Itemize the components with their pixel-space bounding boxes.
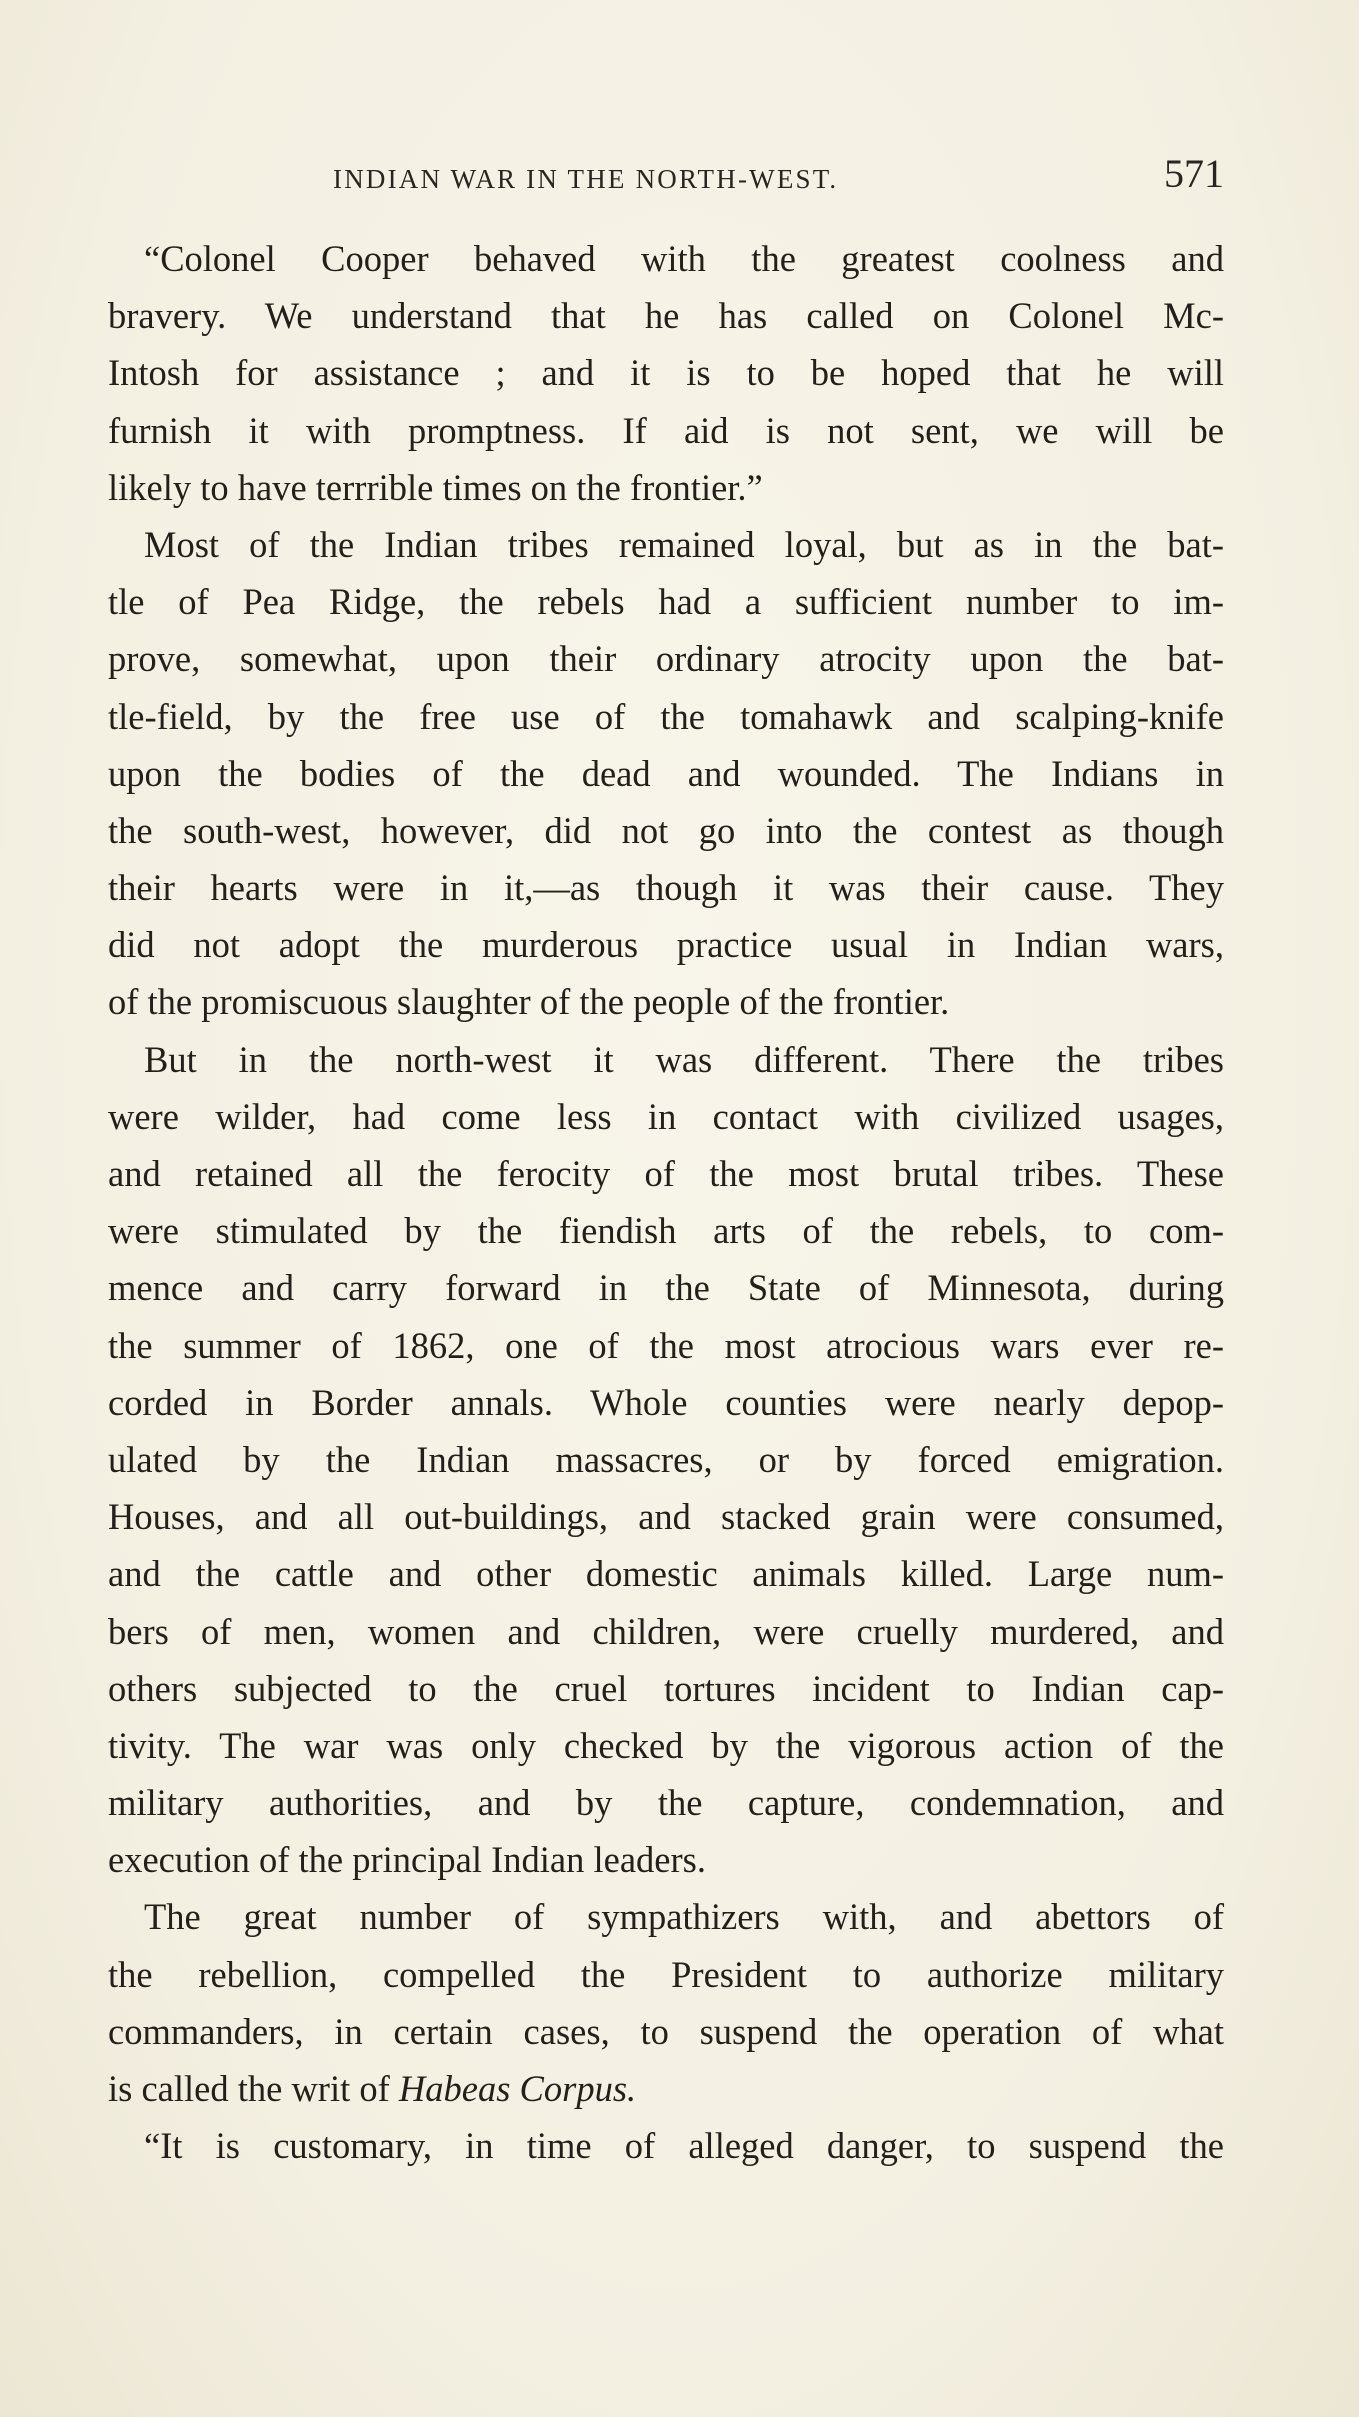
text-line: the south-west, however, did not go into the contest as though <box>108 809 1224 851</box>
text-line: bravery. We understand that he has called on Colonel Mc- <box>108 295 1224 337</box>
text-line: is called the writ of Habeas Corpus. <box>108 2068 637 2109</box>
text-line: upon the bodies of the dead and wounded. The Indians in <box>108 752 1224 794</box>
running-title: INDIAN WAR IN THE NORTH-WEST. <box>333 164 839 194</box>
text-line: mence and carry forward in the State of Minnesota, during <box>108 1267 1224 1309</box>
text-line: corded in Border annals. Whole counties were nearly depop- <box>108 1381 1224 1423</box>
text-line: Intosh for assistance ; and it is to be hoped that he will <box>108 352 1224 394</box>
text-line: and retained all the ferocity of the most brutal tribes. These <box>108 1153 1224 1194</box>
text-line: Houses, and all out-buildings, and stacked grain were consumed, <box>108 1496 1224 1538</box>
text-line: commanders, in certain cases, to suspend the operation of what <box>108 2010 1224 2052</box>
text-line: did not adopt the murderous practice usual in Indian wars, <box>108 924 1224 966</box>
text-line: tle of Pea Ridge, the rebels had a sufficient number to im- <box>108 581 1224 623</box>
running-head <box>108 150 1224 200</box>
paragraph <box>108 1888 1224 2117</box>
text-line: military authorities, and by the capture, condemnation, and <box>108 1782 1224 1824</box>
text-line: Most of the Indian tribes remained loyal, but as in the bat- <box>144 523 1224 565</box>
text-line: “It is customary, in time of alleged danger, to suspend the <box>144 2125 1224 2167</box>
paragraph <box>108 516 1224 1031</box>
text-line: The great number of sympathizers with, and abettors of <box>144 1896 1224 1938</box>
paragraph <box>108 2117 1224 2174</box>
italic-term: Habeas Corpus. <box>398 2068 637 2109</box>
text-line: likely to have terrrible times on the frontier.” <box>108 466 763 508</box>
text-line: “Colonel Cooper behaved with the greatest coolness and <box>144 238 1224 279</box>
paragraph <box>108 1031 1224 1889</box>
text-line: ulated by the Indian massacres, or by forced emigration. <box>108 1438 1224 1480</box>
text-line: others subjected to the cruel tortures incident to Indian cap- <box>108 1667 1224 1709</box>
text-line: were wilder, had come less in contact with civilized usages, <box>108 1095 1224 1137</box>
text-line: bers of men, women and children, were cruelly murdered, and <box>108 1610 1224 1652</box>
text-line: tivity. The war was only checked by the vigorous action of the <box>108 1724 1224 1766</box>
paragraph <box>108 230 1224 516</box>
text-line: the summer of 1862, one of the most atrocious wars ever re- <box>108 1324 1224 1366</box>
text-line: execution of the principal Indian leaders. <box>108 1839 706 1881</box>
text-line: and the cattle and other domestic animals killed. Large num- <box>108 1553 1224 1595</box>
text-line: But in the north-west it was different. There the tribes <box>144 1038 1224 1080</box>
text-line: prove, somewhat, upon their ordinary atrocity upon the bat- <box>108 638 1224 680</box>
page-number: 571 <box>1164 151 1224 196</box>
text-line: tle-field, by the free use of the tomahawk and scalping-knife <box>108 695 1224 737</box>
text-line: their hearts were in it,—as though it was their cause. They <box>108 867 1224 909</box>
text-line: of the promiscuous slaughter of the people of the frontier. <box>108 981 950 1023</box>
body-text <box>108 230 1224 2174</box>
text-line: the rebellion, compelled the President to authorize military <box>108 1953 1224 1995</box>
text-line: were stimulated by the fiendish arts of the rebels, to com- <box>108 1210 1224 1252</box>
text-line: furnish it with promptness. If aid is not sent, we will be <box>108 409 1224 451</box>
